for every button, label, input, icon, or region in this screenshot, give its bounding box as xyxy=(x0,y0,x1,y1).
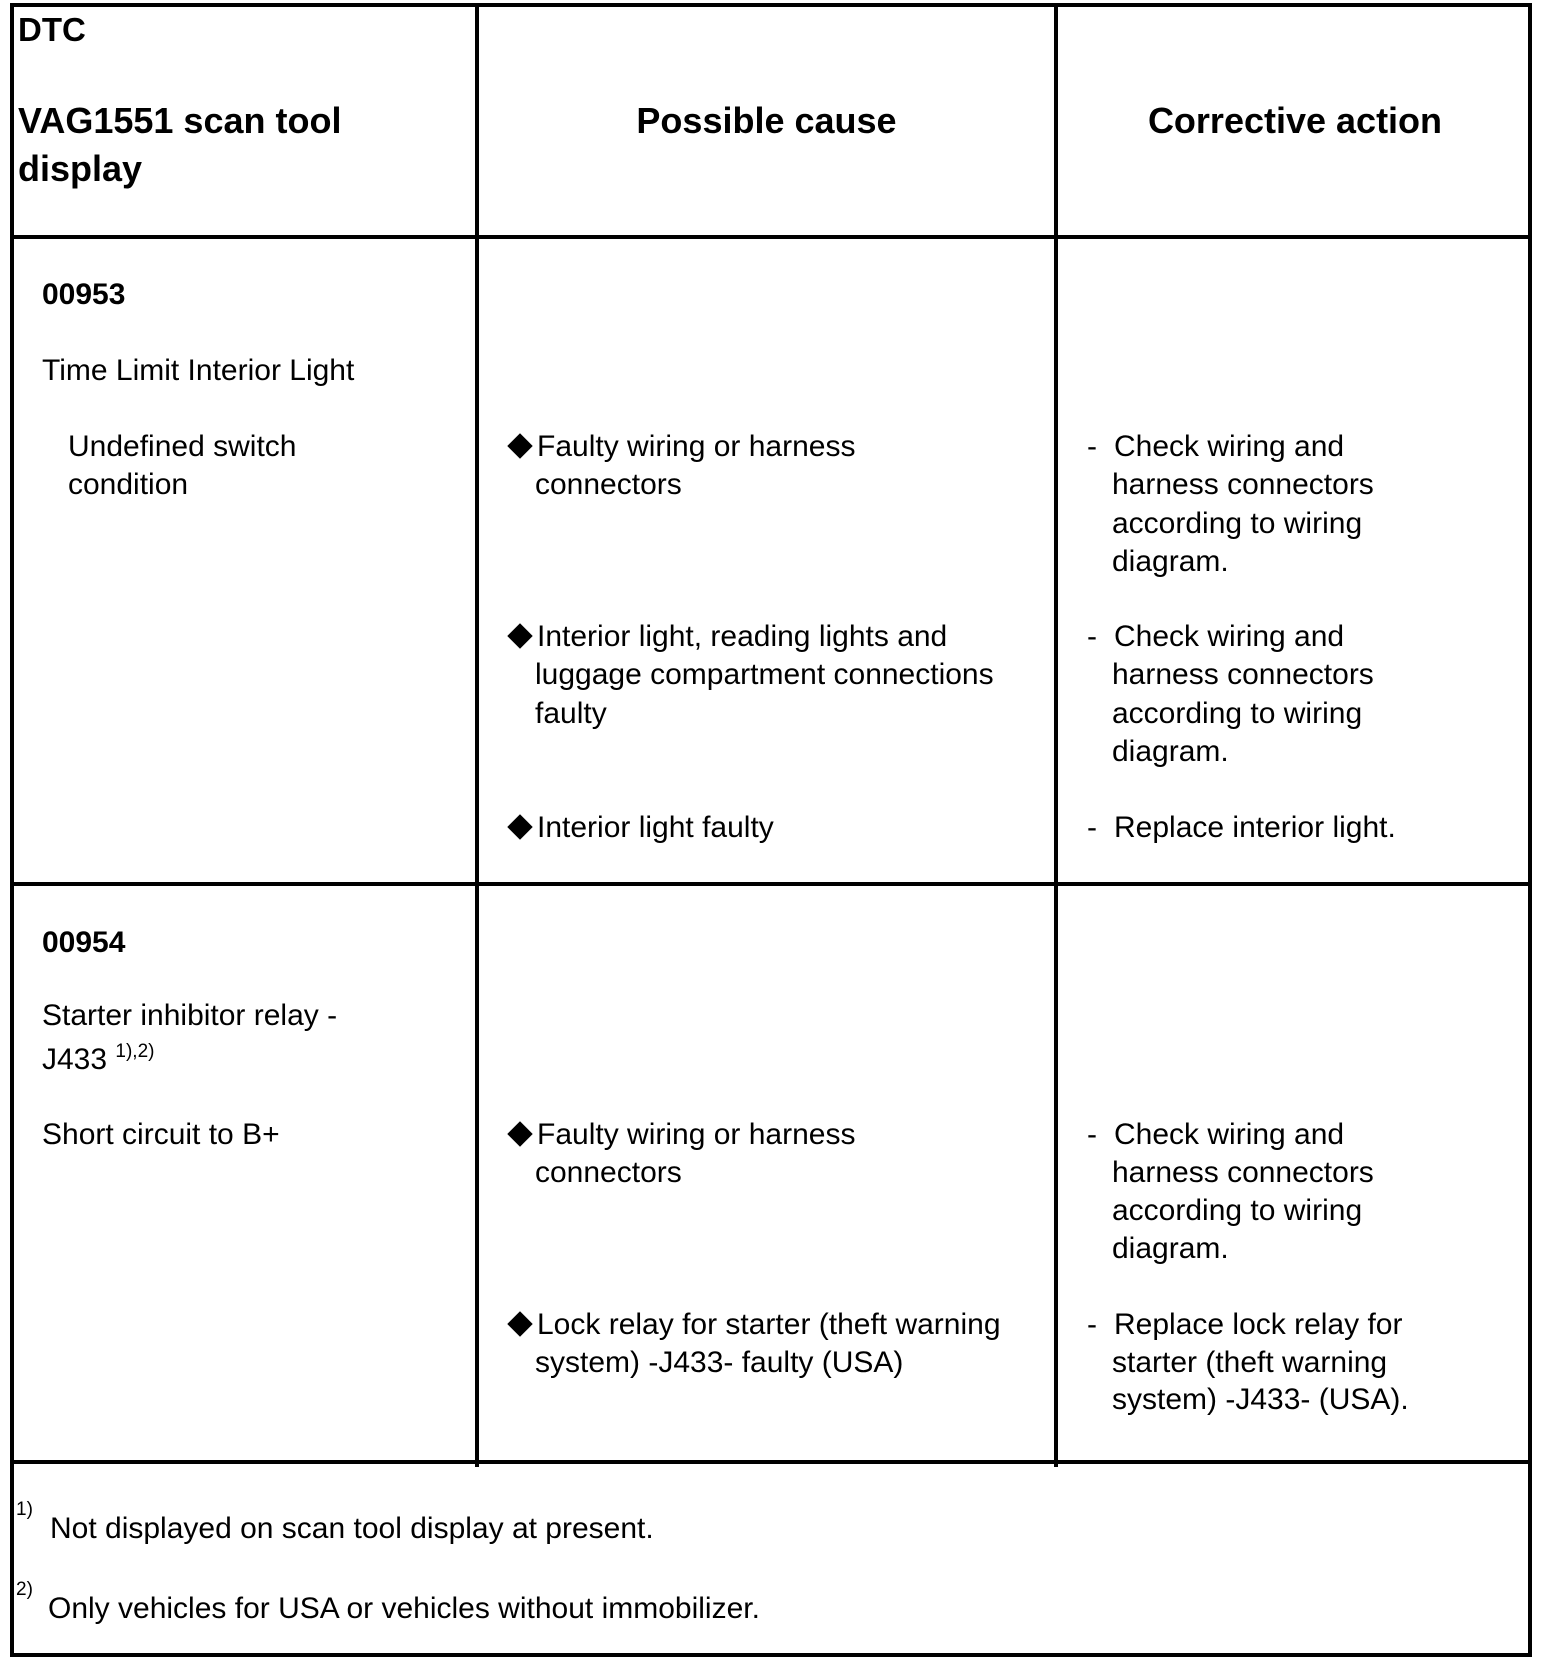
action-dash: - xyxy=(1087,811,1097,844)
footnote-mark: 2) xyxy=(16,1579,33,1600)
action-line: according to wiring xyxy=(1112,1194,1363,1227)
dtc-condition-line1: Undefined switch xyxy=(68,430,297,463)
column-divider-1 xyxy=(475,3,479,1467)
cause-line: Lock relay for starter (theft warning xyxy=(537,1308,1001,1341)
dtc-name-line2: J433 $^{1),2)}$ xyxy=(42,1041,155,1076)
action-line: harness connectors xyxy=(1112,1156,1374,1189)
header-corrective-action: Corrective action xyxy=(1147,100,1443,141)
action-line: system) -J433- (USA). xyxy=(1112,1383,1409,1416)
cause-line: connectors xyxy=(535,468,682,501)
row-divider-2 xyxy=(10,1460,1532,1464)
action-line: diagram. xyxy=(1112,545,1229,578)
action-line: Check wiring and xyxy=(1114,620,1345,653)
action-line: harness connectors xyxy=(1112,468,1374,501)
action-line: Check wiring and xyxy=(1114,1118,1345,1151)
dtc-name-line1: Starter inhibitor relay - xyxy=(42,999,338,1032)
action-dash: - xyxy=(1087,1118,1097,1151)
dtc-condition-line2: condition xyxy=(68,468,189,501)
action-line: according to wiring xyxy=(1112,697,1363,730)
header-scan-tool-line1: VAG1551 scan tool xyxy=(18,100,342,141)
action-dash: - xyxy=(1087,1308,1097,1341)
cause-line: Interior light, reading lights and xyxy=(537,620,948,653)
dtc-code: 00953 xyxy=(42,278,126,311)
action-line: according to wiring xyxy=(1112,507,1363,540)
cause-line: Faulty wiring or harness xyxy=(537,1118,856,1151)
cause-line: Faulty wiring or harness xyxy=(537,430,856,463)
action-line: starter (theft warning xyxy=(1112,1346,1388,1379)
row-divider-1 xyxy=(10,882,1532,886)
header-scan-tool-line2: display xyxy=(18,148,143,189)
action-line: diagram. xyxy=(1112,1232,1229,1265)
cause-line: Interior light faulty xyxy=(537,811,774,844)
header-dtc: DTC xyxy=(18,11,86,48)
action-line: diagram. xyxy=(1112,735,1229,768)
action-line: Replace lock relay for xyxy=(1114,1308,1403,1341)
cause-line: system) -J433- faulty (USA) xyxy=(535,1346,904,1379)
cause-line: luggage compartment connections xyxy=(535,658,994,691)
action-line: Check wiring and xyxy=(1114,430,1345,463)
action-dash: - xyxy=(1087,620,1097,653)
column-divider-2 xyxy=(1054,3,1058,1467)
cause-line: connectors xyxy=(535,1156,682,1189)
footnote-ref: 1),2) xyxy=(115,1041,155,1062)
footnote-text: Only vehicles for USA or vehicles without immobilizer. xyxy=(48,1592,760,1625)
footnote-mark: 1) xyxy=(16,1499,33,1520)
action-dash: - xyxy=(1087,430,1097,463)
action-line: harness connectors xyxy=(1112,658,1374,691)
footnote-text: Not displayed on scan tool display at present. xyxy=(50,1512,654,1545)
dtc-condition-line1: Short circuit to B+ xyxy=(42,1118,280,1151)
dtc-name: Time Limit Interior Light xyxy=(42,354,355,387)
dtc-code: 00954 xyxy=(42,926,126,959)
cause-line: faulty xyxy=(535,697,607,730)
row-divider-header xyxy=(10,235,1532,239)
action-line: Replace interior light. xyxy=(1114,811,1396,844)
header-possible-cause: Possible cause xyxy=(636,100,897,141)
